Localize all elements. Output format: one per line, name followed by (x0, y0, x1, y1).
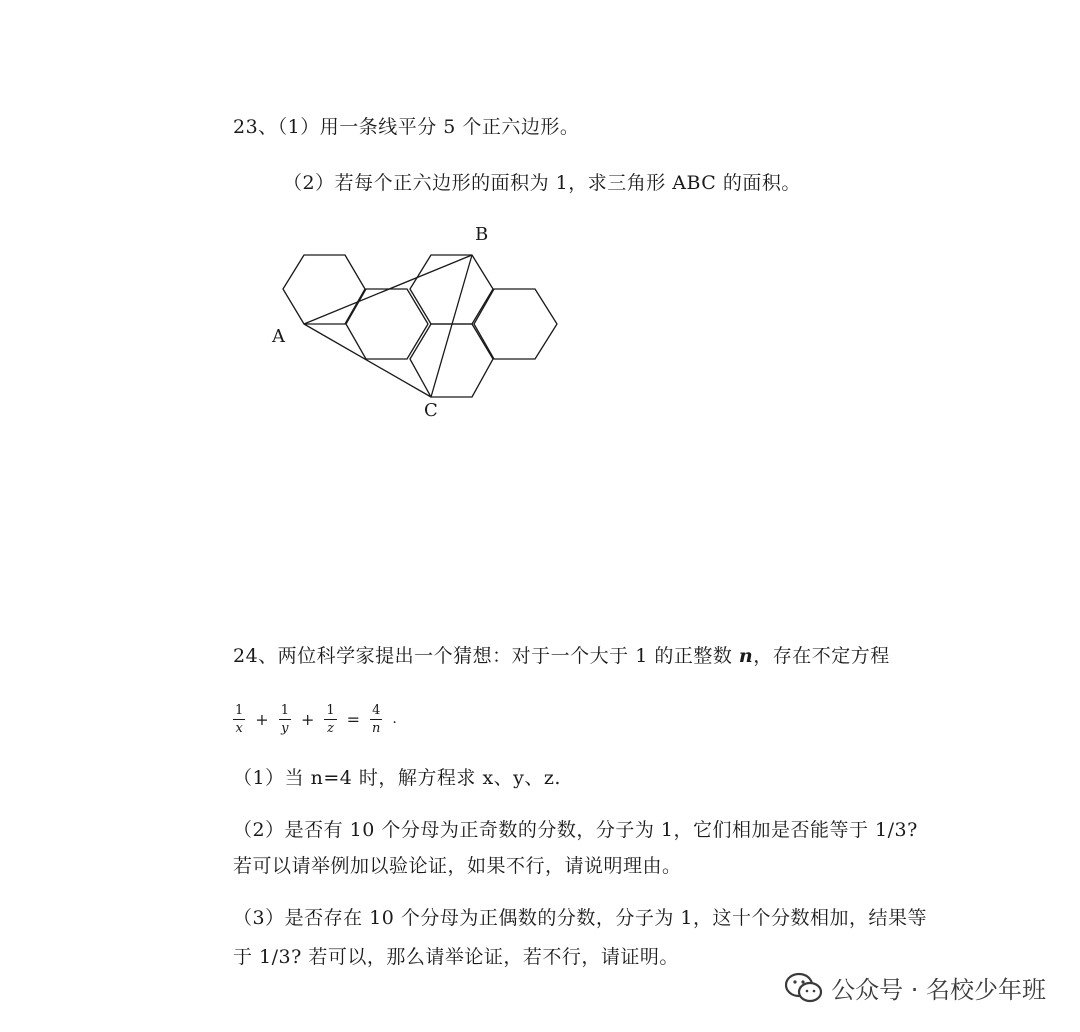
q24-part3-line1: （3）是否存在 10 个分母为正偶数的分数，分子为 1，这十个分数相加，结果等 (233, 907, 927, 929)
q24-intro-post: ，存在不定方程 (753, 645, 890, 667)
q23-part1: 23、（1）用一条线平分 5 个正六边形。 (233, 116, 580, 138)
q24-intro-variable: n (738, 645, 754, 667)
segment-bc (431, 255, 472, 397)
hexagon-figure (262, 218, 572, 428)
wechat-icon (785, 972, 823, 1004)
q24-intro (233, 641, 890, 668)
label-c: C (424, 400, 438, 421)
fraction-4-over-n: $\frac{4}{n}$ (372, 702, 381, 736)
equals-sign: = (346, 709, 361, 729)
q24-part3-line2: 于 1/3? 若可以，那么请举论证，若不行，请证明。 (233, 946, 679, 968)
watermark (785, 970, 1046, 1005)
q23-part2: （2）若每个正六边形的面积为 1，求三角形 ABC 的面积。 (283, 172, 801, 194)
q24-intro-pre: 24、两位科学家提出一个猜想：对于一个大于 1 的正整数 (233, 645, 739, 667)
segment-ac (304, 324, 431, 397)
segment-ab (304, 255, 472, 324)
watermark-text: 公众号 · 名校少年班 (831, 976, 1046, 1004)
q24-part2-line2: 若可以请举例加以验论证，如果不行，请说明理由。 (233, 855, 682, 877)
fraction-1-over-z: $\frac{1}{z}$ (326, 702, 335, 736)
q24-part2-line1: （2）是否有 10 个分母为正奇数的分数，分子为 1，它们相加是否能等于 1/3? (233, 819, 918, 841)
q24-part1: （1）当 n=4 时，解方程求 x、y、z. (233, 767, 561, 789)
hexagon-diagram (262, 218, 572, 428)
fraction-1-over-y: $\frac{1}{y}$ (280, 702, 289, 736)
fraction-1-over-x: $\frac{1}{x}$ (235, 702, 244, 736)
q24-equation (229, 697, 397, 741)
hexagon-1 (283, 255, 365, 324)
plus-sign: + (255, 709, 269, 729)
label-b: B (475, 224, 489, 245)
plus-sign: + (300, 709, 315, 729)
equation-period: . (392, 711, 397, 727)
label-a: A (272, 326, 285, 347)
